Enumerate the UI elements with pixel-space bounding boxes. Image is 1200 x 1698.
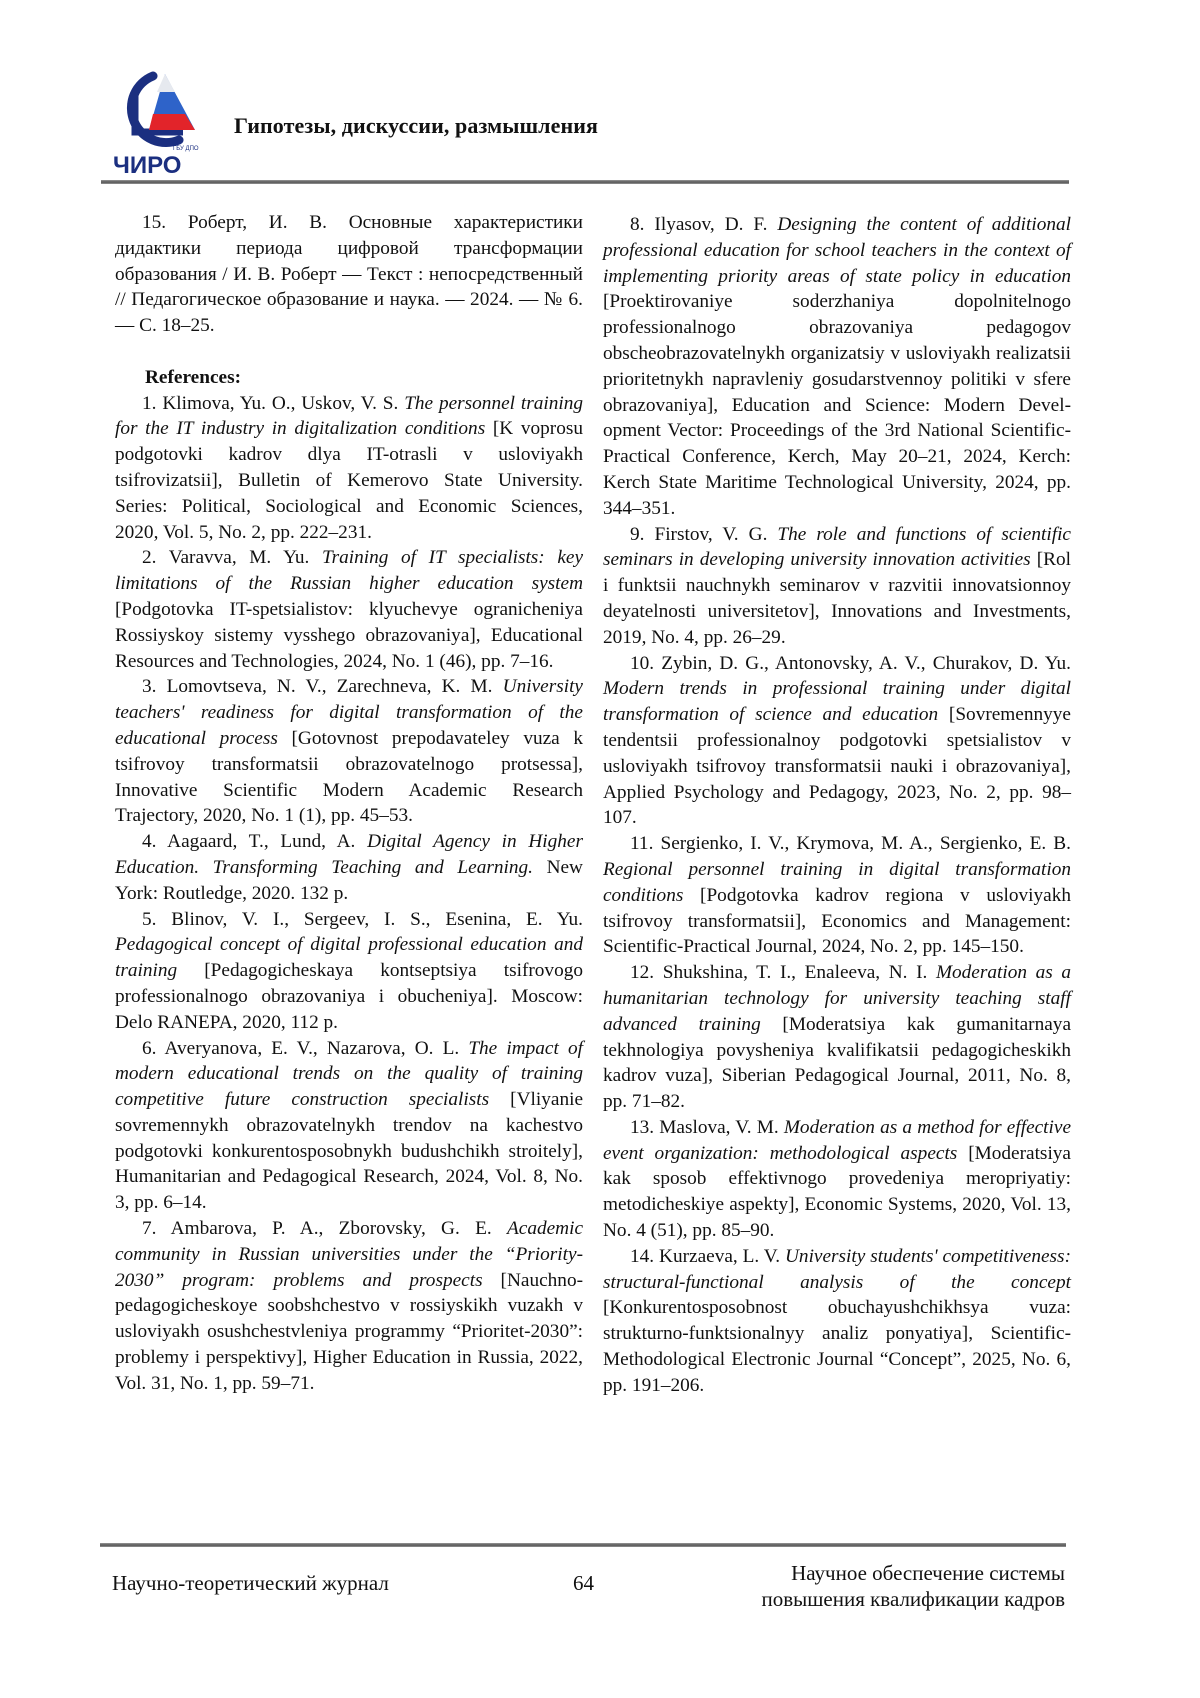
- references-heading: References:: [145, 366, 241, 388]
- footer-journal-type: Научно-теоретический журнал: [112, 1571, 389, 1595]
- footer-journal-title-line2: повышения квалификации кадров: [761, 1587, 1065, 1611]
- reference-item: 7. Ambarova, P. A., Zborovsky, G. E. Academic community in Russian universities under the “Priority-2030” program: problems and prospects [Nauchno-pedagogicheskoye soobshchestvo v rossiyskikh vuzakh v usloviyakh osushchestvleniya programmy “Prioritet-2030”: problemy i perspektivy], Higher Education in Russia, 2022, Vol. 31, No. 1, pp. 59–71.: [115, 1218, 584, 1394]
- reference-15-ru: 15. Роберт, И. В. Основные характеристики дидактики периода цифровой трансформации образования / И. В. Роберт — Текст : непосредственный // Педагогическое образование и наука. — 2024. — № 6. — С. 18–25.: [115, 212, 583, 337]
- reference-item: 3. Lomovtseva, N. V., Zarechneva, K. M. University teachers' readiness for digital transformation of the educational process [Gotovnost prepodavateley vuza k tsifrovoy transformatsii obrazovatelnogo protsessa], Innovative Scientific Modern Academic Research Trajectory, 2020, No. 1 (1), pp. 45–53.: [115, 676, 584, 827]
- reference-item: 12. Shukshina, T. I., Enaleeva, N. I. Moderation as a humanitarian technology for university teaching staff advanced training [Moderatsiya kak gumanitarnaya tekhnologiya povysheniya kvalifikatsii pedagogicheskikh kadrov vuza], Siberian Pedagogical Journal, 2011, No. 8, pp. 71–82.: [603, 962, 1072, 1113]
- reference-item: 1. Klimova, Yu. O., Uskov, V. S. The personnel training for the IT industry in digitalization conditions [K voprosu podgotovki kadrov dlya IT-otrasli v usloviyakh tsifrovizatsii], Bulletin of Kemerovo State University. Series: Political, Sociological and Economic Sciences, 2020, Vol. 5, No. 2, pp. 222–231.: [115, 392, 583, 543]
- left-column: [115, 210, 583, 1397]
- logo-subtext: ГБУ ДПО: [173, 146, 199, 152]
- reference-item: 11. Sergienko, I. V., Krymova, M. A., Sergienko, E. B. Regional personnel training in digital transformation conditions [Podgotovka kadrov regiona v usloviyakh tsifrovoy transformatsii], Economics and Management: Scientific-Practical Journal, 2024, No. 2, pp. 145–150.: [603, 833, 1071, 958]
- header-divider: [101, 180, 1069, 184]
- reference-item: 14. Kurzaeva, L. V. University students' competitiveness: structural-functional analysis of the concept [Konkurentosposobnost obuchayushchikhsya vuza: strukturno-funktsionalnyy analiz ponyatiya], Scientific-Methodological Electronic Journal “Concept”, 2025, No. 6, pp. 191–206.: [603, 1245, 1071, 1396]
- logo-emblem-icon: [113, 70, 205, 175]
- reference-item: 4. Aagaard, T., Lund, A. Digital Agency in Higher Education. Transforming Teaching and Learning. New York: Routledge, 2020. 132 p.: [115, 831, 583, 904]
- page-number: 64: [573, 1571, 594, 1595]
- right-column: [603, 212, 1071, 1399]
- footer-journal-title: [761, 1560, 1065, 1612]
- reference-item: 13. Maslova, V. M. Moderation as a method for effective event organization: methodological aspects [Moderatsiya kak sposob effektivnogo provedeniya meropriyatiy: metodicheskiye aspekty], Economic Systems, 2020, Vol. 13, No. 4 (51), pp. 85–90.: [603, 1116, 1072, 1242]
- reference-item: 8. Ilyasov, D. F. Designing the content of additional professional education for school teachers in the context of implementing priority areas of state policy in education [Proektirovaniye soderzhaniya dopolnitelnogo professionalnogo obrazovaniya pedagogov obscheobrazovatelnykh organizatsiy v usloviyakh realizatsii prioritetnykh napravleniy gosudarstvennoy politiki v sfere obrazovaniya], Education and Science: Modern Development Vector: Proceedings of the 3rd National Scientific-Practical Conference, Kerch, May 20–21, 2024, Kerch: Kerch State Maritime Technological University, 2024, pp. 344–351.: [603, 214, 1071, 519]
- reference-item: 9. Firstov, V. G. The role and functions of scientific seminars in developing university innovation activities [Rol i funktsii nauchnykh seminarov v razvitii innovatsionnoy deyatelnosti universitetov], Innovations and Investments, 2019, No. 4, pp. 26–29.: [603, 523, 1071, 648]
- reference-item: 10. Zybin, D. G., Antonovsky, A. V., Churakov, D. Yu. Modern trends in professional training under digital transformation of science and education [Sovremennyye tendentsii professionalnoy podgotovki spetsialistov v usloviyakh tsifrovoy transformatsii nauki i obrazovaniya], Applied Psychology and Pedagogy, 2023, No. 2, pp. 98–107.: [603, 652, 1071, 829]
- chiro-logo: [113, 70, 205, 175]
- reference-item: 2. Varavva, M. Yu. Training of IT specialists: key limitations of the Russian higher education system [Podgotovka IT-spetsialistov: klyuchevye ogranicheniya Rossiyskoy sistemy vysshego obrazovaniya], Educational Resources and Technologies, 2024, No. 1 (46), pp. 7–16.: [115, 547, 583, 672]
- logo-text: ЧИРО: [113, 152, 182, 175]
- reference-item: 5. Blinov, V. I., Sergeev, I. S., Esenina, E. Yu. Pedagogical concept of digital professional education and training [Pedagogicheskaya kontseptsiya tsifrovogo professionalnogo obrazovaniya i obucheniya]. Moscow: Delo RANEPA, 2020, 112 p.: [115, 908, 583, 1033]
- section-title: Гипотезы, дискуссии, размышления: [234, 113, 599, 138]
- reference-item: 6. Averyanova, E. V., Nazarova, O. L. The impact of modern educational trends on the quality of training competitive future construction specialists [Vliyanie sovremennykh obrazovatelnykh trendov na kachestvo podgotovki konkurentosposobnykh budushchikh stroitely], Humanitarian and Pedagogical Research, 2024, Vol. 8, No. 3, pp. 6–14.: [115, 1037, 583, 1214]
- footer-journal-title-line1: Научное обеспечение системы: [791, 1561, 1065, 1585]
- footer-divider: [100, 1543, 1066, 1547]
